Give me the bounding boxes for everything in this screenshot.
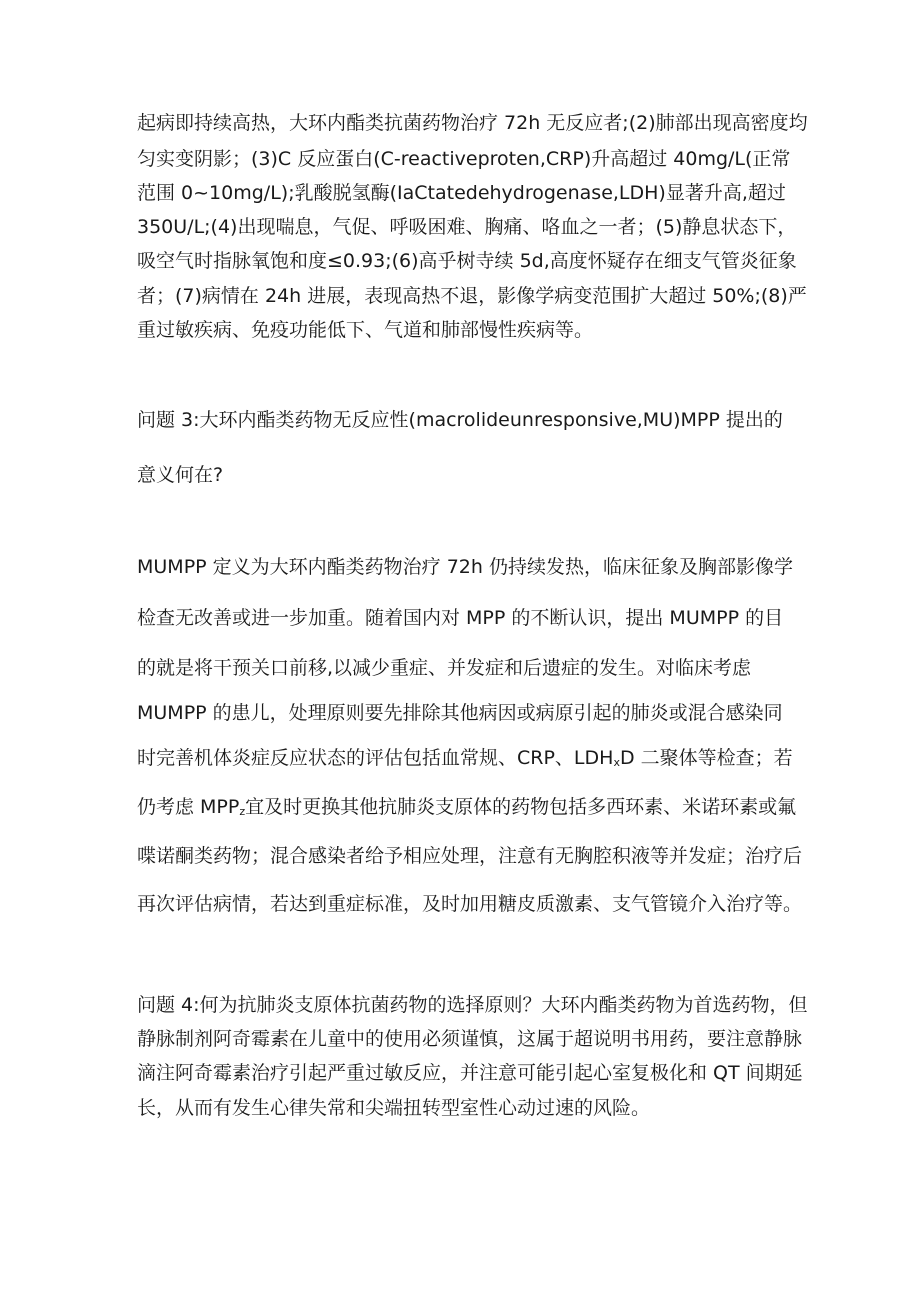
answer3-line5 bbox=[137, 743, 793, 770]
answer3-line2: 检查无改善或进一步加重。随着国内对 MPP 的不断认识，提出 MUMPP 的目 bbox=[137, 607, 784, 629]
answer3-line6-a: 仍考虑 MPP bbox=[137, 796, 240, 818]
answer3-line6 bbox=[137, 792, 796, 819]
para1-line5: 吸空气时指脉氧饱和度≤0.93;(6)高乎树寺续 5d,高度怀疑存在细支气管炎征象 bbox=[137, 250, 797, 272]
subscript-z: z bbox=[239, 805, 246, 818]
question4-line2: 静脉制剂阿奇霉素在儿童中的使用必须谨慎，这属于超说明书用药，要注意静脉 bbox=[137, 1028, 803, 1050]
question4-line4: 长，从而有发生心律失常和尖端扭转型室性心动过速的风险。 bbox=[137, 1097, 651, 1119]
answer3-line1: MUMPP 定义为大环内酯类药物治疗 72h 仍持续发热，临床征象及胸部影像学 bbox=[137, 556, 793, 578]
para1-line4: 350U/L;(4)出现喘息，气促、呼吸困难、胸痛、咯血之一者；(5)静息状态下， bbox=[137, 216, 797, 238]
answer3-line4: MUMPP 的患儿，处理原则要先排除其他病因或病原引起的肺炎或混合感染同 bbox=[137, 702, 783, 724]
para1-line3: 范围 0~10mg/L);乳酸脱氢酶(IaCtatedehydrogenase,LDH)显著升高,超过 bbox=[137, 182, 786, 204]
answer3-line6-b: 宜及时更换其他抗肺炎支原体的药物包括多西环素、米诺环素或氟 bbox=[245, 796, 797, 818]
answer3-line5-a: 时完善机体炎症反应状态的评估包括血常规、CRP、LDH bbox=[137, 747, 614, 769]
para1-line6: 者；(7)病情在 24h 进展，表现高热不退，影像学病变范围扩大超过 50%;(8)严 bbox=[137, 285, 807, 307]
para1-line7: 重过敏疾病、免疫功能低下、气道和肺部慢性疾病等。 bbox=[137, 319, 594, 341]
para1-line2: 匀实变阴影；(3)C 反应蛋白(C-reactiveproten,CRP)升高超过 40mg/L(正常 bbox=[137, 148, 791, 170]
question3-line1: 问题 3:大环内酯类药物无反应性(macrolideunresponsive,MU)MPP 提出的 bbox=[137, 409, 783, 431]
question3-line2: 意义何在? bbox=[137, 464, 224, 486]
question4-line1: 问题 4:何为抗肺炎支原体抗菌药物的选择原则？大环内酯类药物为首选药物，但 bbox=[137, 994, 808, 1016]
answer3-line7: 喋诺酮类药物；混合感染者给予相应处理，注意有无胸腔积液等并发症；治疗后 bbox=[137, 845, 803, 867]
answer3-line3: 的就是将干预关口前移,以减少重症、并发症和后遗症的发生。对临床考虑 bbox=[137, 657, 752, 679]
answer3-line8: 再次评估病情，若达到重症标准，及时加用糖皮质激素、支气管镜介入治疗等。 bbox=[137, 893, 803, 915]
para1-line1: 起病即持续高热，大环内酯类抗菌药物治疗 72h 无反应者;(2)肺部出现高密度均 bbox=[137, 112, 808, 134]
answer3-line5-b: D 二聚体等检查；若 bbox=[619, 747, 793, 769]
question4-line3: 滴注阿奇霉素治疗引起严重过敏反应，并注意可能引起心室复极化和 QT 间期延 bbox=[137, 1062, 803, 1084]
subscript-x: x bbox=[613, 756, 620, 769]
